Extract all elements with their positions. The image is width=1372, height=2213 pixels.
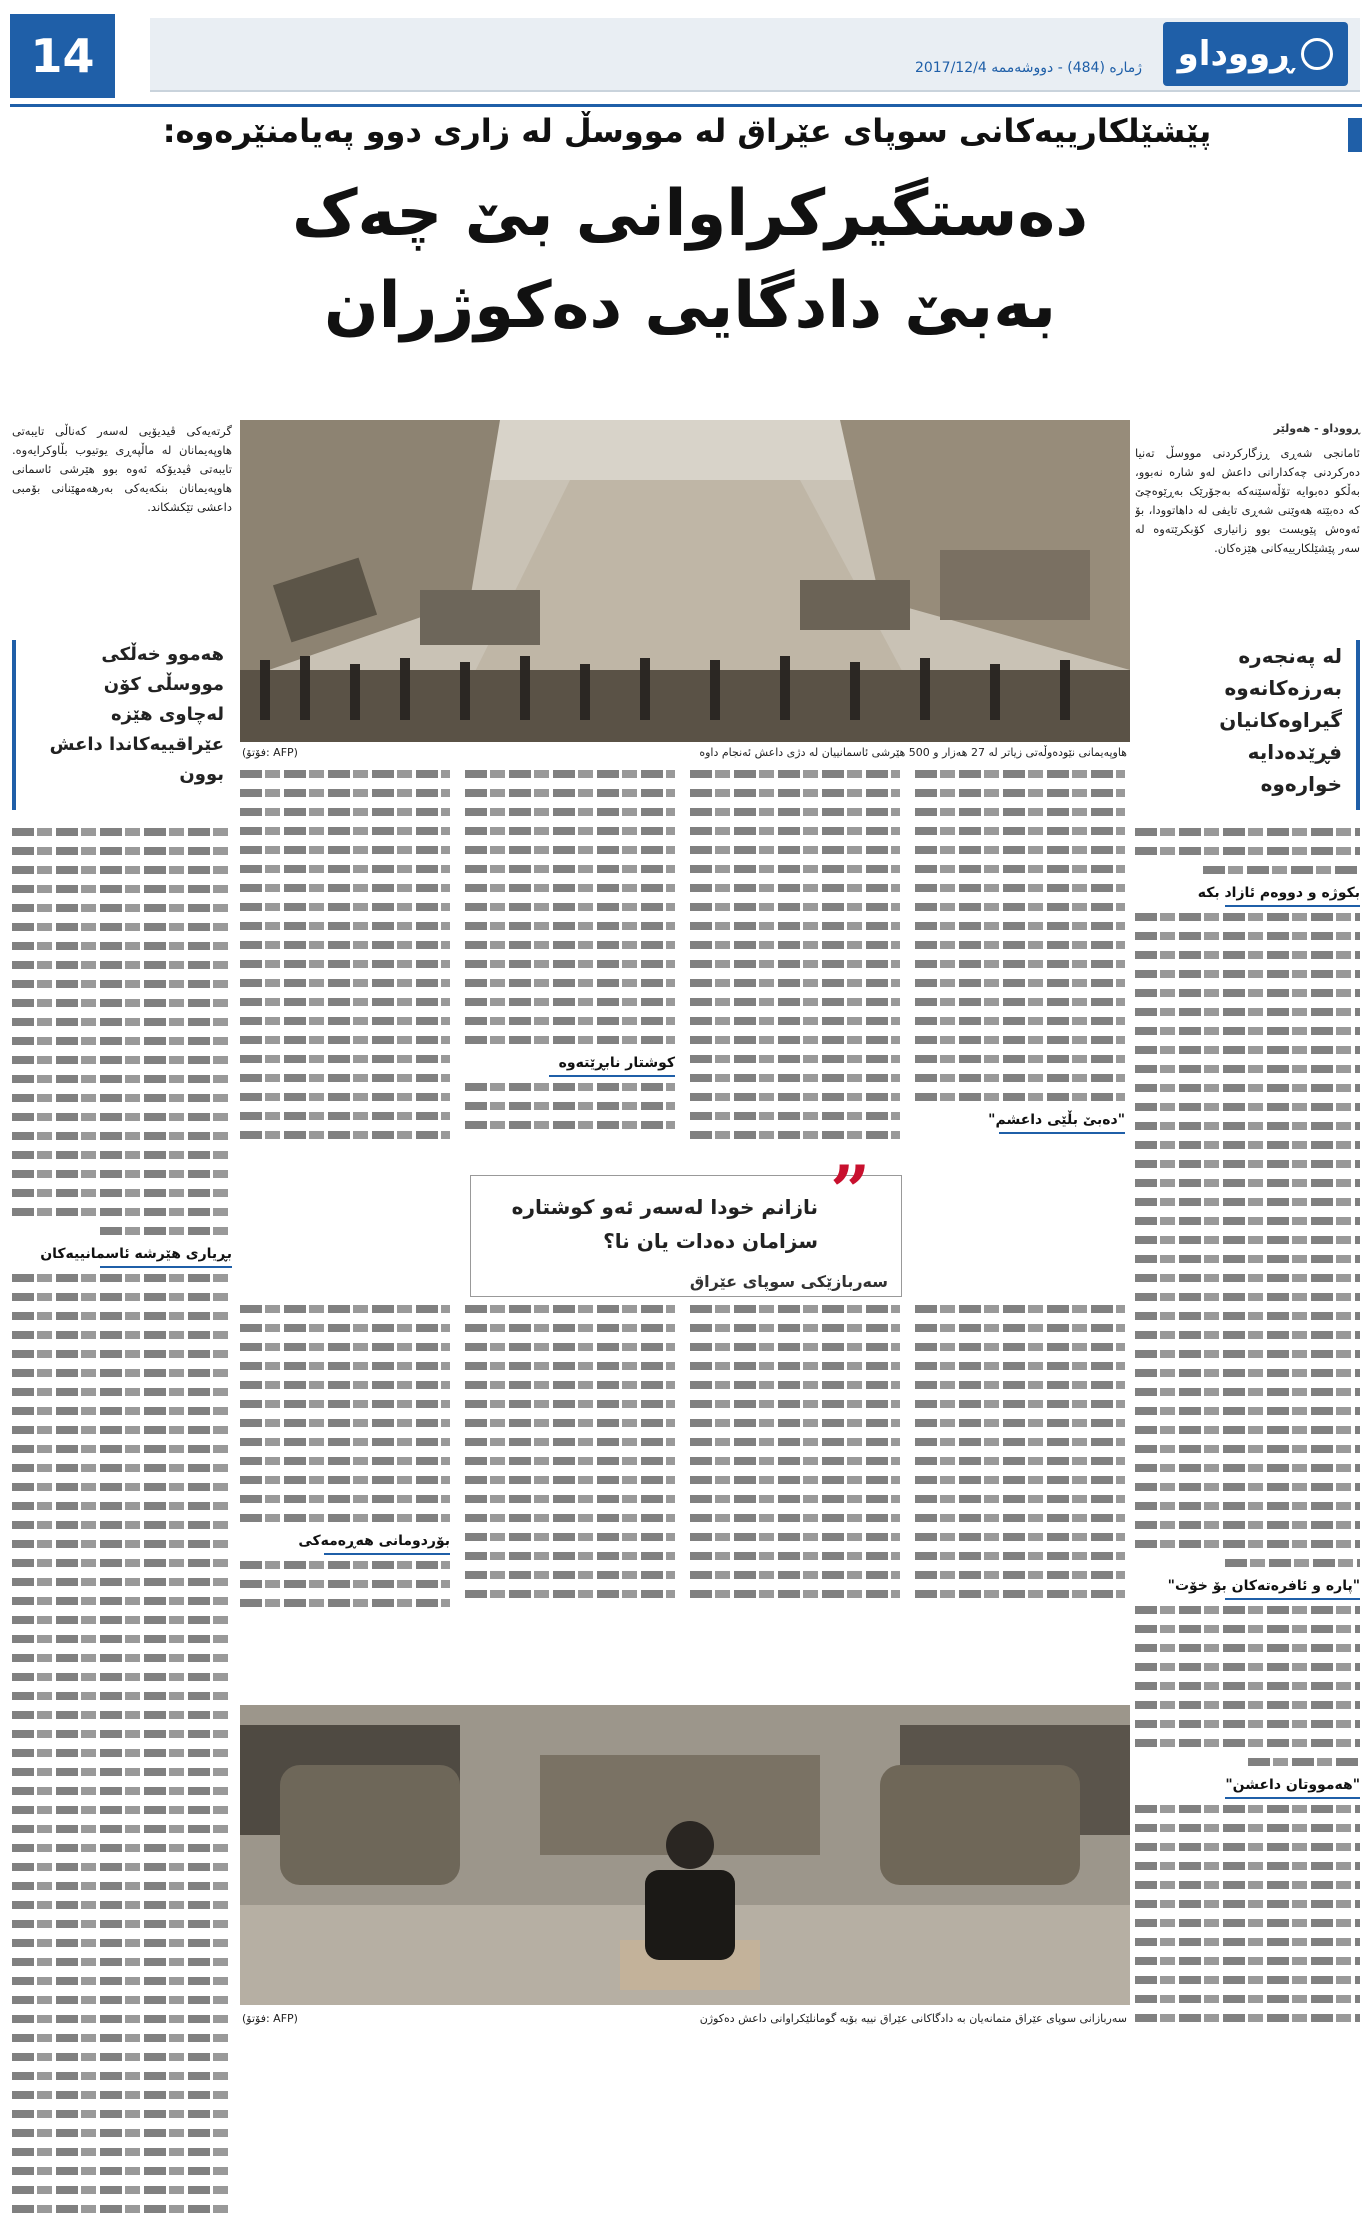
subhead: بڕیاری هێرشە ئاسمانییەکان (12, 1246, 232, 1268)
kneeling-man-image (240, 1705, 1130, 2005)
subhead: کوشتار نابڕێتەوە (465, 1055, 675, 1077)
text-lines (1135, 828, 1360, 874)
text-lines (12, 1274, 232, 2213)
subhead: بکوژە و دووەم ئازاد بکە (1135, 885, 1360, 907)
issue-date: ژمارە (484) - دووشەممە 2017/12/4 (914, 60, 1142, 76)
pull-left-line: عێراقییەکاندا داعش (49, 734, 224, 755)
pull-quote-left (24, 640, 224, 815)
right-intro-paragraph: ئامانجی شەڕی ڕزگارکردنی مووسڵ تەنیا دەرکردنی چەکدارانی داعش لەو شارە نەبوو، بەڵکو دەبوایە تۆڵەسێنەکە بەجۆرێک بەڕێوەچێ کە دەبێتە هەوێنی شەڕی تایفی لە داهاتوودا، بۆ ئەوەش پێویست بوو زانیاری کۆبکرێتەوە لە سەر پێشێلکارییەکانی هێزەکان. (1135, 446, 1360, 555)
text-lines (1135, 1805, 1360, 2022)
quote-mark-icon: ” (830, 1150, 871, 1233)
subhead: "پارە و ئافرەتەکان بۆ خۆت" (1135, 1578, 1360, 1600)
byline: ڕووداو - هەولێر (1273, 422, 1360, 435)
left-intro-paragraph: گرتەیەکی ڤیدیۆیی لەسەر کەناڵی تایبەتی هاوپەیمانان لە ماڵپەڕی یوتیوب بڵاوکرایەوە. تایبەتی ڤیدیۆکە ئەوە بوو هێرشی ئاسمانی هاوپەیمانان بنکەیەکی بەرهەمهێنانی بۆمبی داعشی تێکشکاند. (12, 424, 232, 514)
middle-upper-columns (240, 770, 1130, 1170)
pull-right-line: فڕێدەدایە (1247, 740, 1342, 764)
pull-right-line: بەرزەکانەوە (1224, 676, 1342, 700)
subhead: بۆردومانی هەڕەمەکی (240, 1533, 450, 1555)
logo-text: ڕووداو (1177, 34, 1294, 74)
pull-right-line: خوارەوە (1260, 772, 1342, 796)
mid-col-2 (465, 770, 675, 1140)
text-lines (1135, 913, 1360, 1567)
page-number: 14 (10, 14, 115, 98)
top-photo-credit: (فۆتۆ: AFP) (242, 746, 298, 759)
subhead: "دەبێ بڵێی داعشم" (915, 1112, 1125, 1134)
street-destruction-image (240, 420, 1130, 742)
pull-left-line: لەچاوی هێزە (110, 704, 224, 725)
center-quote (478, 1190, 818, 1258)
top-photo (240, 420, 1130, 742)
right-intro-text (1135, 444, 1360, 604)
pull-left-line: بوون (179, 764, 224, 785)
pull-quote-right (1142, 640, 1342, 815)
center-quote-author: سەربازێکی سوپای عێراق (689, 1272, 888, 1291)
mid-col-4 (915, 770, 1125, 1140)
pull-left-line: هەموو خەڵکی (101, 644, 224, 665)
rudaw-logo (1163, 22, 1348, 86)
mid-low-col-2 (465, 1305, 675, 1609)
mid-col-1 (240, 770, 450, 1150)
headline-line-1: دەستگیرکراوانی بێ چەک (291, 177, 1089, 251)
subhead: "هەمووتان داعشن" (1135, 1777, 1360, 1799)
mid-low-col-1 (240, 1305, 450, 1618)
left-intro-text (12, 422, 232, 622)
mid-low-col-4 (915, 1305, 1125, 1609)
pull-right-line: لە پەنجەرە (1238, 644, 1342, 668)
headline-line-2: بەبێ دادگایی دەکوژران (323, 269, 1057, 343)
right-column-body (1135, 828, 1360, 2018)
kicker: پێشێلکارییەکانی سوپای عێراق لە مووسڵ لە زاری دوو پەیامنێرەوە: (12, 112, 1362, 158)
mid-low-col-3 (690, 1305, 900, 1609)
top-photo-caption: هاوپەیمانی نێودەوڵەتی زیاتر لە 27 هەزار و 500 هێرشی ئاسمانییان لە دژی داعش ئەنجام داوە (699, 746, 1127, 759)
header-rule (10, 104, 1362, 107)
bottom-photo-credit: (فۆتۆ: AFP) (242, 2012, 298, 2025)
pull-right-line: گیراوەکانیان (1219, 708, 1342, 732)
center-quote-line: سزامان دەدات یان نا؟ (603, 1229, 818, 1253)
center-quote-line: نازانم خودا لەسەر ئەو کوشتارە (511, 1195, 818, 1219)
text-lines (12, 828, 232, 1235)
pull-left-line: مووسڵی کۆن (103, 674, 224, 695)
pull-bar-left (12, 640, 16, 810)
mid-col-3 (690, 770, 900, 1150)
bottom-photo (240, 1705, 1130, 2005)
text-lines (1135, 1606, 1360, 1766)
pull-bar-right (1356, 640, 1360, 810)
logo-sun-icon (1301, 38, 1333, 70)
bottom-photo-caption: سەربازانی سوپای عێراق متمانەیان بە دادگاکانی عێراق نییە بۆیە گومانلێکراوانی داعش دەکوژن (699, 2012, 1127, 2025)
middle-lower-columns (240, 1305, 1130, 1685)
headline (100, 170, 1280, 354)
left-column-body (12, 828, 232, 2018)
